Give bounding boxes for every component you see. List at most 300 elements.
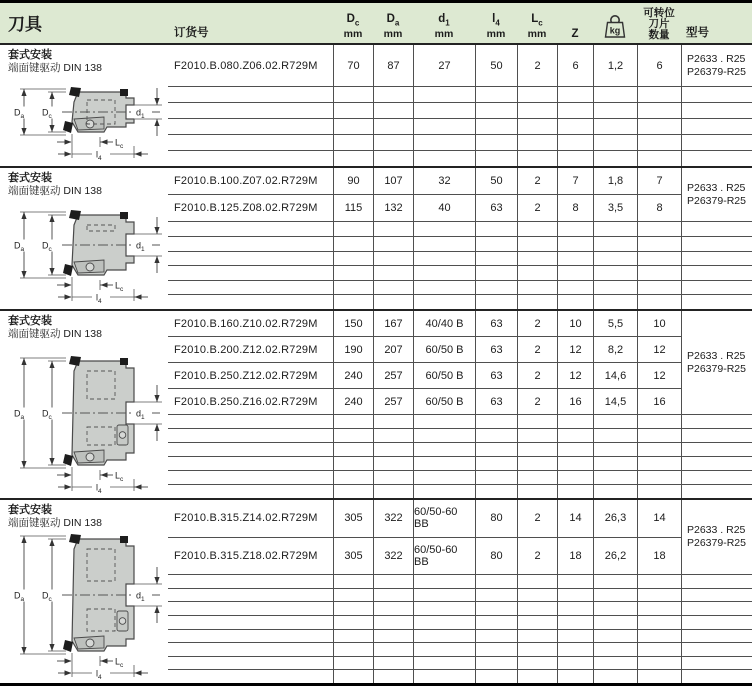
- empty-cell: [373, 574, 413, 588]
- empty-cell: [333, 428, 373, 442]
- da-value-cell: 132: [373, 194, 413, 221]
- empty-cell: [373, 280, 413, 295]
- empty-cell: [557, 428, 593, 442]
- empty-cell: [373, 414, 413, 428]
- catalog-section: [0, 166, 752, 309]
- order-number-cell: F2010.B.080.Z06.02.R729M: [174, 59, 318, 72]
- insert-count-cell: 10: [637, 311, 681, 336]
- d1-value-cell: 60/50-60 BB: [413, 500, 475, 537]
- dim-label-lc: [115, 657, 124, 670]
- empty-cell: [373, 456, 413, 470]
- lc-value-cell: 2: [517, 500, 557, 537]
- empty-cell: [413, 102, 475, 118]
- dc-value-cell: 240: [333, 362, 373, 388]
- empty-cell: [593, 484, 637, 498]
- empty-cell: [557, 601, 593, 615]
- column-header-lc: [517, 3, 557, 43]
- da-value-cell: 207: [373, 336, 413, 362]
- measure-symbol-subscript: a: [394, 18, 400, 27]
- empty-cell: [333, 414, 373, 428]
- empty-cell: [517, 642, 557, 656]
- empty-cell: [681, 150, 752, 166]
- weight-value-cell: 14,5: [593, 388, 637, 414]
- column-headers: [168, 3, 752, 43]
- catalog-section: [0, 43, 752, 166]
- empty-cell: [373, 442, 413, 456]
- dim-label-da-base: D: [14, 408, 21, 419]
- empty-cell: [168, 484, 333, 498]
- measure-symbol-base: d: [438, 12, 446, 25]
- empty-cell: [593, 442, 637, 456]
- measure-unit: mm: [343, 28, 363, 40]
- empty-cell: [593, 601, 637, 615]
- empty-cell: [637, 456, 681, 470]
- dim-label-d1-base: d: [136, 408, 142, 419]
- empty-cell: [168, 221, 333, 236]
- dim-label-dc-base: D: [42, 240, 49, 251]
- dim-label-da-sub: a: [20, 113, 25, 120]
- empty-cell: [517, 221, 557, 236]
- empty-cell: [637, 615, 681, 629]
- empty-cell: [373, 484, 413, 498]
- empty-cell: [475, 102, 517, 118]
- dim-label-lc-base: L: [115, 470, 121, 481]
- empty-cell: [475, 236, 517, 251]
- measure-symbol: [531, 13, 542, 29]
- empty-cell: [681, 86, 752, 102]
- da-value-cell: 322: [373, 500, 413, 537]
- page-title: 刀具: [8, 15, 42, 34]
- column-header-da: [373, 3, 413, 43]
- insert-count-cell: 18: [637, 537, 681, 575]
- empty-cell: [517, 442, 557, 456]
- mounting-type-label: 套式安装: [8, 49, 52, 61]
- empty-cell: [413, 428, 475, 442]
- empty-cell: [593, 669, 637, 683]
- l4-value-cell: 63: [475, 388, 517, 414]
- column-header-d1: [413, 3, 475, 43]
- catalog-section: [0, 309, 752, 498]
- empty-cell: [557, 251, 593, 266]
- l4-value-cell: 63: [475, 362, 517, 388]
- order-number-cell: F2010.B.125.Z08.02.R729M: [168, 194, 333, 221]
- empty-cell: [557, 221, 593, 236]
- dim-label-lc-sub: c: [120, 476, 124, 483]
- empty-cell: [373, 86, 413, 102]
- insert-count-header-line: 刀片: [648, 18, 670, 30]
- dim-label-da-base: D: [14, 240, 21, 251]
- empty-cell: [637, 251, 681, 266]
- empty-cell: [475, 629, 517, 643]
- empty-cell: [593, 588, 637, 602]
- empty-cell: [475, 456, 517, 470]
- dim-label-l4-base: l: [96, 482, 98, 493]
- empty-cell: [373, 251, 413, 266]
- empty-cell: [557, 669, 593, 683]
- empty-cell: [517, 118, 557, 134]
- dim-label-d1-base: d: [136, 240, 142, 251]
- empty-cell: [517, 484, 557, 498]
- empty-cell: [681, 601, 752, 615]
- empty-cell: [373, 615, 413, 629]
- insert-count-cell: 14: [637, 500, 681, 537]
- table-header: [0, 3, 752, 43]
- empty-cell: [557, 134, 593, 150]
- weight-value-cell: 3,5: [593, 194, 637, 221]
- empty-cell: [681, 574, 752, 588]
- empty-cell: [593, 265, 637, 280]
- d1-value-cell: 60/50-60 BB: [413, 537, 475, 575]
- empty-cell: [413, 251, 475, 266]
- empty-cell: [681, 470, 752, 484]
- empty-cell: [413, 221, 475, 236]
- model-cell: [681, 45, 752, 86]
- measure-symbol: [492, 13, 500, 29]
- measure-symbol-subscript: 4: [495, 18, 500, 27]
- d1-value-cell: 40/40 B: [413, 311, 475, 336]
- dim-label-da-sub: a: [20, 414, 25, 421]
- empty-cell: [475, 588, 517, 602]
- measure-symbol-base: D: [386, 12, 395, 25]
- section-grid: [168, 168, 752, 309]
- empty-cell: [413, 150, 475, 166]
- empty-cell: [637, 280, 681, 295]
- model-number: P2633 . R25: [687, 52, 746, 65]
- empty-cell: [333, 150, 373, 166]
- empty-cell: [637, 642, 681, 656]
- model-cell: [681, 500, 752, 574]
- model-number: P2633 . R25: [687, 181, 746, 194]
- empty-cell: [557, 280, 593, 295]
- empty-cell: [517, 629, 557, 643]
- cutter-diagram-svg: [8, 531, 168, 679]
- empty-cell: [413, 484, 475, 498]
- empty-cell: [593, 294, 637, 309]
- insert-count-header-line: 数量: [648, 29, 670, 41]
- empty-cell: [557, 574, 593, 588]
- model-number: P2633 . R25: [687, 524, 746, 537]
- dim-label-lc: [115, 281, 124, 294]
- order-number-cell: F2010.B.100.Z07.02.R729M: [174, 175, 318, 188]
- empty-cell: [637, 86, 681, 102]
- d1-value-cell: 27: [413, 45, 475, 86]
- lc-value-cell: 2: [517, 194, 557, 221]
- empty-cell: [517, 456, 557, 470]
- empty-cell: [557, 615, 593, 629]
- section-grid: [168, 500, 752, 683]
- empty-cell: [557, 442, 593, 456]
- empty-cell: [413, 86, 475, 102]
- empty-cell: [413, 456, 475, 470]
- empty-cell: [168, 656, 333, 670]
- section-grid: [168, 311, 752, 498]
- empty-cell: [373, 669, 413, 683]
- empty-cell: [593, 615, 637, 629]
- l4-value-cell: 63: [475, 336, 517, 362]
- empty-cell: [681, 414, 752, 428]
- empty-cell: [168, 280, 333, 295]
- column-header-model: 型号: [686, 27, 709, 39]
- dim-label-lc: [115, 138, 124, 151]
- empty-cell: [373, 629, 413, 643]
- empty-cell: [593, 280, 637, 295]
- empty-cell: [475, 642, 517, 656]
- dc-value-cell: 305: [333, 537, 373, 575]
- weight-value-cell: 1,2: [593, 45, 637, 86]
- cutter-diagram-svg: [8, 84, 168, 160]
- empty-cell: [373, 601, 413, 615]
- empty-cell: [475, 280, 517, 295]
- empty-cell: [681, 265, 752, 280]
- dim-label-l4-sub: 4: [98, 155, 102, 160]
- z-value-cell: 12: [557, 336, 593, 362]
- empty-cell: [517, 574, 557, 588]
- empty-cell: [475, 251, 517, 266]
- empty-cell: [333, 118, 373, 134]
- dim-label-l4-sub: 4: [98, 298, 102, 303]
- insert-count-cell: 8: [637, 194, 681, 221]
- empty-cell: [168, 251, 333, 266]
- empty-cell: [168, 588, 333, 602]
- dim-label-d1-sub: 1: [141, 246, 145, 253]
- empty-cell: [593, 236, 637, 251]
- catalog-section: [0, 498, 752, 683]
- cutter-diagram: [8, 353, 168, 498]
- empty-cell: [475, 656, 517, 670]
- empty-cell: [681, 484, 752, 498]
- empty-cell: [557, 236, 593, 251]
- dim-label-lc-sub: c: [120, 143, 124, 150]
- dim-label-dc-base: D: [42, 107, 49, 118]
- empty-cell: [681, 280, 752, 295]
- d1-value-cell: 60/50 B: [413, 362, 475, 388]
- measure-symbol-subscript: c: [354, 18, 360, 27]
- empty-cell: [168, 629, 333, 643]
- z-value-cell: 16: [557, 388, 593, 414]
- empty-cell: [637, 588, 681, 602]
- lc-value-cell: 2: [517, 168, 557, 194]
- da-value-cell: 107: [373, 168, 413, 194]
- empty-cell: [637, 236, 681, 251]
- empty-cell: [681, 656, 752, 670]
- z-value-cell: 6: [557, 45, 593, 86]
- empty-cell: [333, 629, 373, 643]
- empty-cell: [557, 656, 593, 670]
- da-value-cell: 257: [373, 362, 413, 388]
- empty-cell: [413, 656, 475, 670]
- empty-cell: [517, 102, 557, 118]
- empty-cell: [593, 470, 637, 484]
- d1-value-cell: 32: [413, 168, 475, 194]
- empty-cell: [517, 669, 557, 683]
- measure-unit: mm: [527, 28, 547, 40]
- empty-cell: [681, 294, 752, 309]
- empty-cell: [333, 588, 373, 602]
- empty-cell: [373, 470, 413, 484]
- empty-cell: [168, 574, 333, 588]
- measure-unit: mm: [383, 28, 403, 40]
- z-value-cell: 18: [557, 537, 593, 575]
- da-value-cell: 167: [373, 311, 413, 336]
- dc-value-cell: 240: [333, 388, 373, 414]
- empty-cell: [557, 456, 593, 470]
- empty-cell: [413, 294, 475, 309]
- model-number: P26379-R25: [687, 537, 746, 550]
- empty-cell: [333, 442, 373, 456]
- empty-cell: [517, 470, 557, 484]
- empty-cell: [168, 294, 333, 309]
- empty-cell: [517, 280, 557, 295]
- empty-cell: [557, 265, 593, 280]
- dim-label-l4-sub: 4: [98, 488, 102, 493]
- order-number-cell: F2010.B.160.Z10.02.R729M: [174, 317, 318, 330]
- dc-value-cell: 70: [333, 45, 373, 86]
- column-header-weight: [593, 3, 637, 43]
- empty-cell: [333, 265, 373, 280]
- dim-label-lc-base: L: [115, 280, 121, 291]
- empty-cell: [333, 656, 373, 670]
- empty-cell: [413, 134, 475, 150]
- empty-cell: [333, 669, 373, 683]
- empty-cell: [333, 484, 373, 498]
- empty-cell: [681, 251, 752, 266]
- mounting-type-label: 套式安装: [8, 504, 52, 516]
- section-info: [0, 45, 168, 166]
- section-info: [0, 168, 168, 309]
- empty-cell: [557, 414, 593, 428]
- empty-cell: [517, 251, 557, 266]
- cutter-diagram-svg: [8, 207, 168, 303]
- empty-cell: [373, 236, 413, 251]
- l4-value-cell: 50: [475, 45, 517, 86]
- dim-label-dc-sub: c: [48, 414, 52, 421]
- empty-cell: [681, 428, 752, 442]
- l4-value-cell: 50: [475, 168, 517, 194]
- empty-cell: [475, 414, 517, 428]
- empty-cell: [557, 470, 593, 484]
- insert-count-cell: 7: [637, 168, 681, 194]
- empty-cell: [413, 280, 475, 295]
- table-body: [0, 43, 752, 683]
- dc-value-cell: 305: [333, 500, 373, 537]
- empty-cell: [333, 86, 373, 102]
- empty-cell: [593, 86, 637, 102]
- empty-cell: [373, 656, 413, 670]
- weight-value-cell: 5,5: [593, 311, 637, 336]
- empty-cell: [373, 428, 413, 442]
- empty-cell: [333, 280, 373, 295]
- empty-cell: [475, 150, 517, 166]
- empty-cell: [557, 629, 593, 643]
- empty-cell: [413, 588, 475, 602]
- empty-cell: [413, 414, 475, 428]
- empty-cell: [593, 118, 637, 134]
- empty-cell: [637, 221, 681, 236]
- kg-weight-icon: [602, 13, 628, 39]
- empty-cell: [413, 601, 475, 615]
- empty-cell: [593, 251, 637, 266]
- insert-count-cell: 6: [637, 45, 681, 86]
- dim-label-d1-sub: 1: [141, 596, 145, 603]
- drive-standard-label: 端面键驱动 DIN 138: [8, 517, 102, 529]
- empty-cell: [333, 470, 373, 484]
- measure-symbol: [347, 13, 360, 29]
- model-cell: [681, 311, 752, 414]
- empty-cell: [413, 642, 475, 656]
- order-number-cell: F2010.B.315.Z14.02.R729M: [174, 512, 318, 525]
- da-value-cell: 257: [373, 388, 413, 414]
- empty-cell: [373, 150, 413, 166]
- empty-cell: [637, 629, 681, 643]
- empty-cell: [557, 150, 593, 166]
- d1-value-cell: 60/50 B: [413, 388, 475, 414]
- empty-cell: [413, 615, 475, 629]
- empty-cell: [333, 134, 373, 150]
- weight-value-cell: 1,8: [593, 168, 637, 194]
- cutter-diagram: [8, 84, 168, 165]
- measure-symbol-base: Z: [571, 28, 579, 40]
- empty-cell: [413, 442, 475, 456]
- empty-cell: [557, 484, 593, 498]
- mounting-type-label: 套式安装: [8, 172, 52, 184]
- empty-cell: [637, 150, 681, 166]
- measure-symbol-base: l: [492, 12, 496, 25]
- empty-cell: [168, 150, 333, 166]
- empty-cell: [168, 442, 333, 456]
- empty-cell: [475, 428, 517, 442]
- z-value-cell: 10: [557, 311, 593, 336]
- empty-cell: [681, 642, 752, 656]
- z-value-cell: 7: [557, 168, 593, 194]
- empty-cell: [593, 414, 637, 428]
- measure-symbol: [571, 28, 578, 40]
- dim-label-dc-base: D: [42, 408, 49, 419]
- dim-label-l4-base: l: [96, 149, 98, 160]
- empty-cell: [373, 118, 413, 134]
- empty-cell: [681, 615, 752, 629]
- empty-cell: [475, 669, 517, 683]
- l4-value-cell: 80: [475, 537, 517, 575]
- measure-symbol: [387, 13, 400, 29]
- dim-label-dc-sub: c: [48, 596, 52, 603]
- empty-cell: [475, 221, 517, 236]
- empty-cell: [475, 470, 517, 484]
- empty-cell: [373, 221, 413, 236]
- empty-cell: [373, 642, 413, 656]
- d1-value-cell: 40: [413, 194, 475, 221]
- measure-symbol-subscript: 1: [445, 18, 450, 27]
- z-value-cell: 12: [557, 362, 593, 388]
- order-number-cell: F2010.B.200.Z12.02.R729M: [168, 336, 333, 362]
- dc-value-cell: 115: [333, 194, 373, 221]
- dim-label-dc-base: D: [42, 590, 49, 601]
- kg-icon-label: kg: [609, 25, 621, 36]
- dim-label-d1-sub: 1: [141, 414, 145, 421]
- empty-cell: [475, 442, 517, 456]
- empty-cell: [637, 601, 681, 615]
- order-number-cell: F2010.B.250.Z12.02.R729M: [168, 362, 333, 388]
- empty-cell: [475, 615, 517, 629]
- empty-cell: [475, 294, 517, 309]
- empty-cell: [637, 118, 681, 134]
- empty-cell: [333, 236, 373, 251]
- lc-value-cell: 2: [517, 362, 557, 388]
- dim-label-lc-base: L: [115, 137, 121, 148]
- empty-cell: [517, 414, 557, 428]
- empty-cell: [517, 265, 557, 280]
- measure-unit: mm: [434, 28, 454, 40]
- empty-cell: [333, 456, 373, 470]
